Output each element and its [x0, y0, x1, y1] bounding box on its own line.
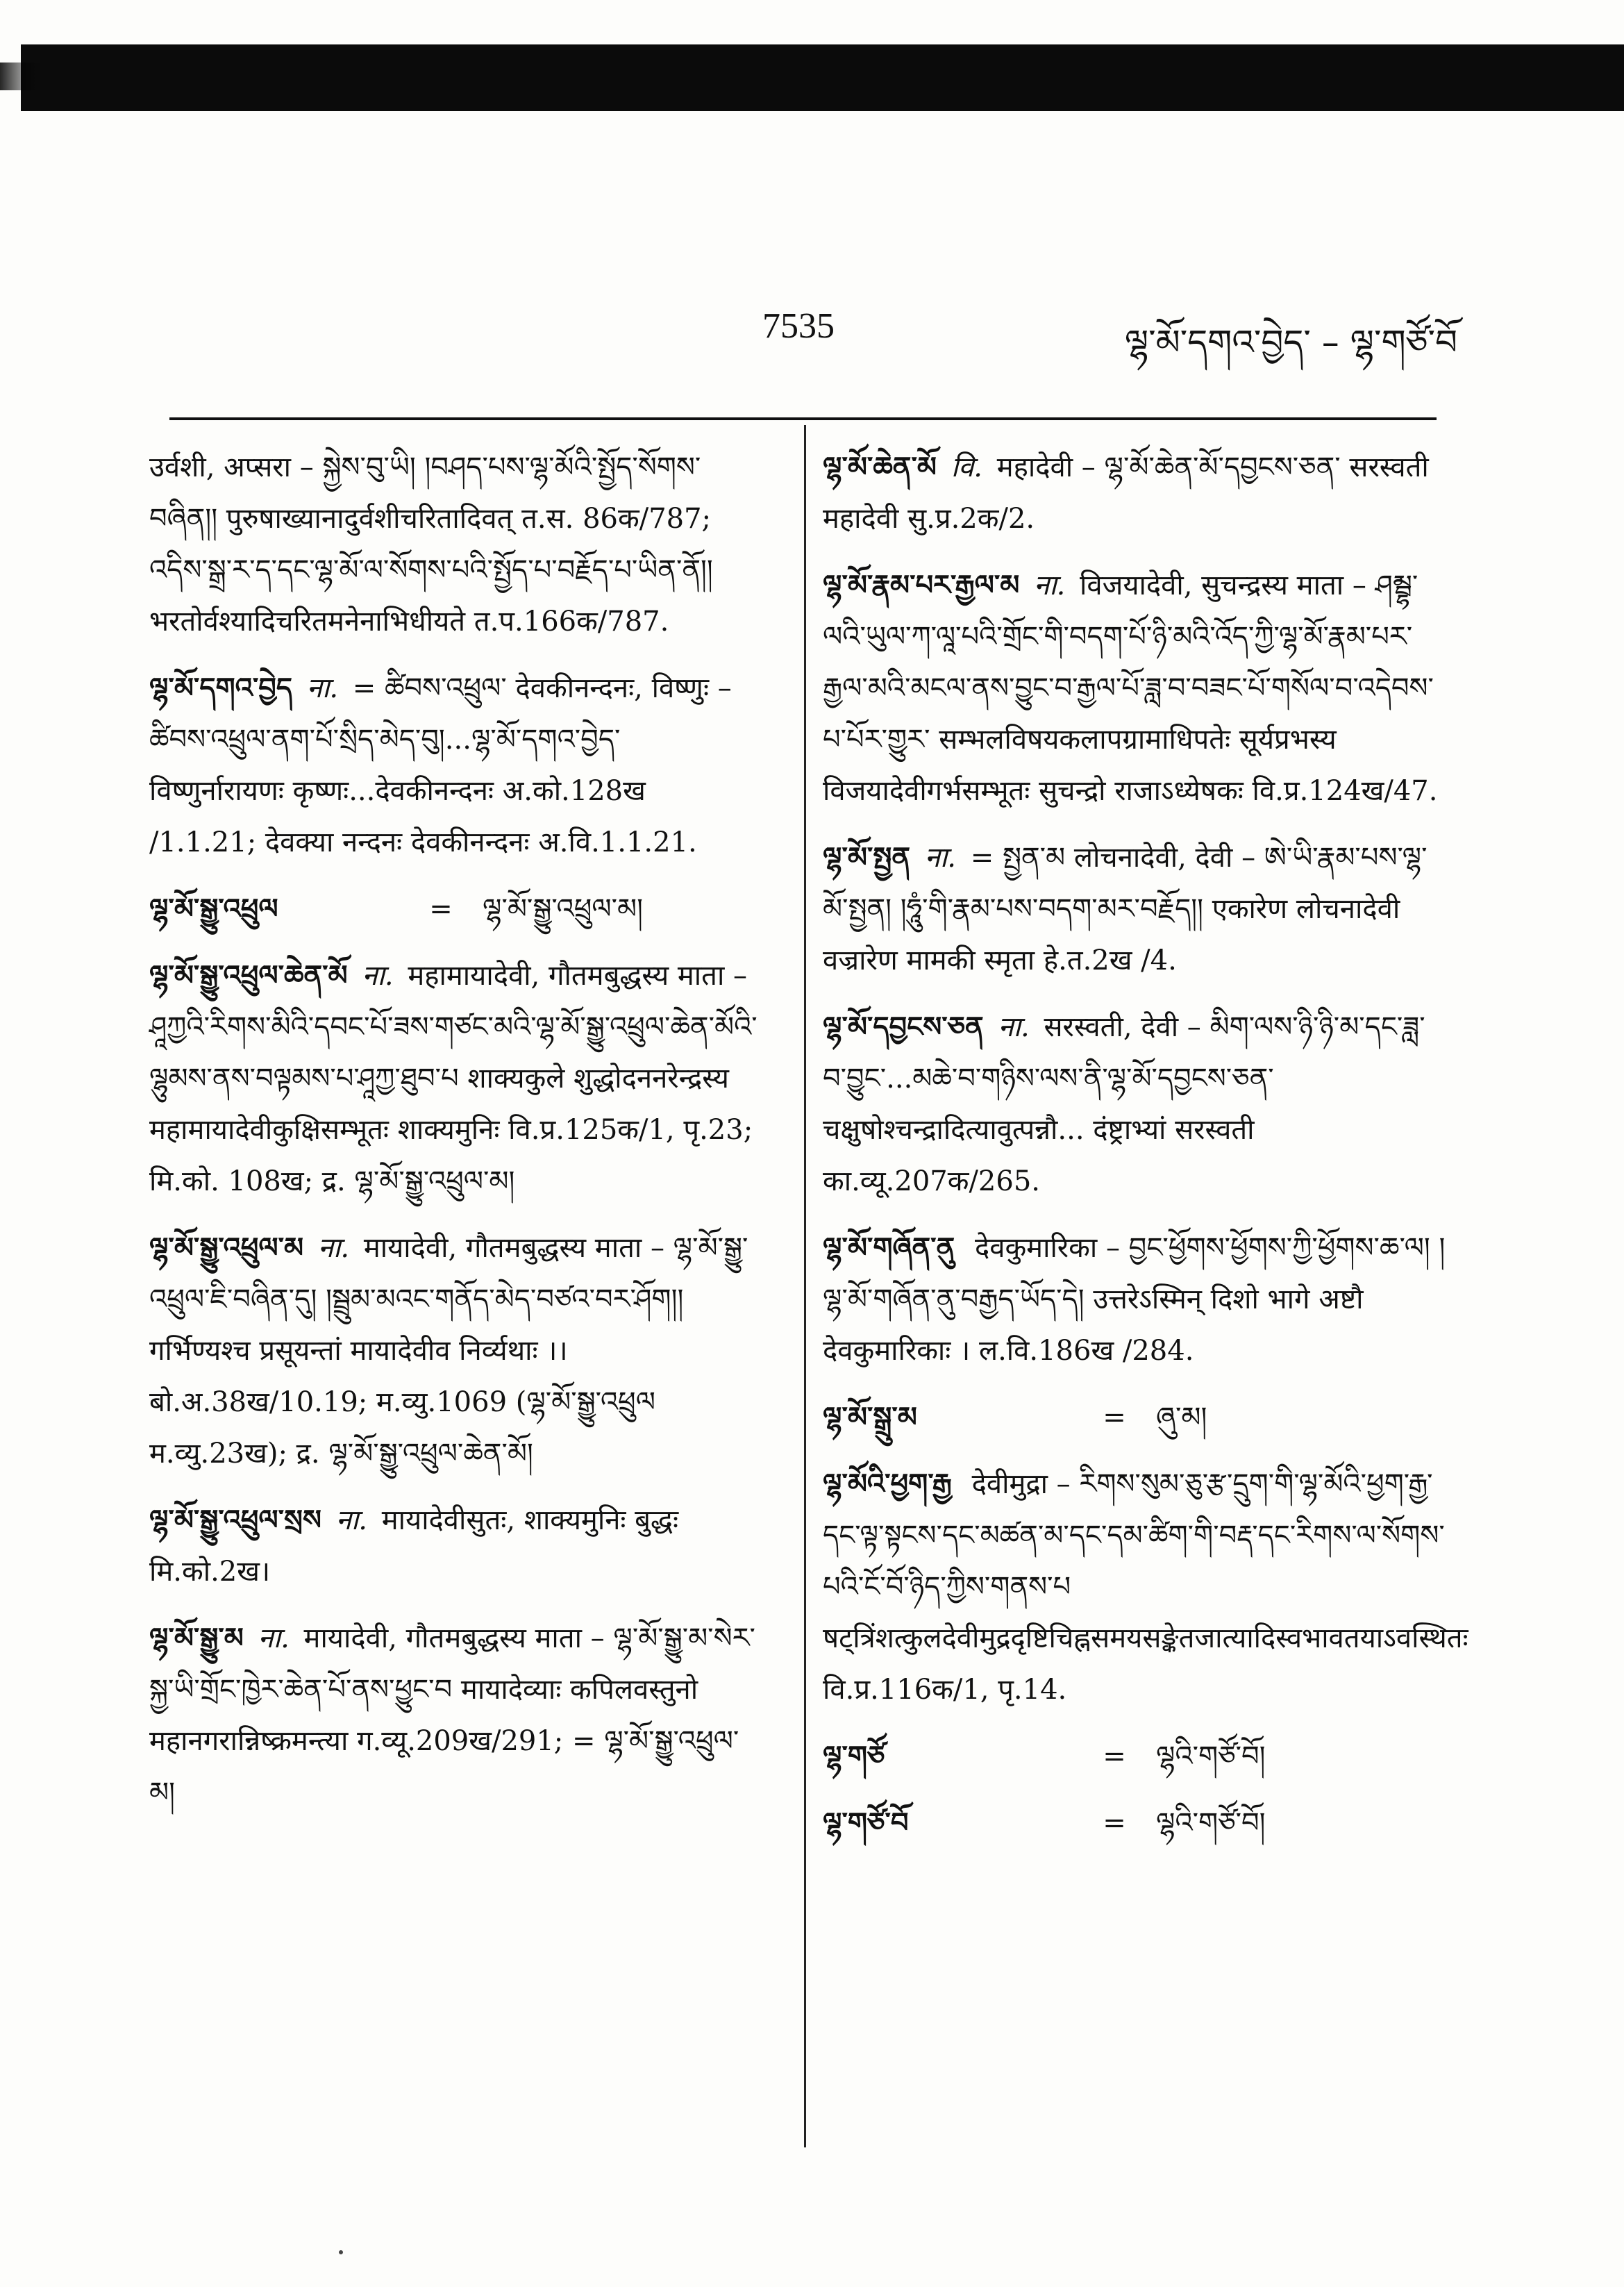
dictionary-entry	[823, 1222, 1448, 1377]
dictionary-entry	[823, 1458, 1468, 1715]
dictionary-entry	[823, 442, 1448, 544]
entry-text: विजयादेवी, सुचन्द्रस्य माता – ཤམྦྷ་ལའི་ཡུལ་ཀ་ལཱ་པའི་གྲོང་གི་བདག་པོ་ཉི་མའི་འོད་ཀྱི་ལྷ་མོ་རྣམ་པར་རྒྱལ་མའི་མངལ་ནས་བྱུང་བ་རྒྱལ་པོ་ཟླ་བ་བཟང་པོ་གསོལ་བ་འདེབས་པ་པོར་གྱུར་ सम्भलविषयकलापग्रामाधिपतेः सूर्यप्रभस्य विजयादेवीगर्भसम्भूतः सुचन्द्रो राजाऽध्येषकः वि.प्र.124ख/47.	[823, 569, 1438, 807]
grammar-label: ना.	[362, 960, 394, 992]
cross-reference-entry	[823, 1392, 1448, 1443]
grammar-label: ना.	[335, 1504, 367, 1536]
column-divider	[804, 425, 806, 2147]
dictionary-entry	[149, 442, 760, 647]
header-rule	[169, 417, 1437, 420]
entry-headword: ལྷ་མོ་སྒྱུ་འཕྲུལ	[149, 893, 278, 925]
entry-text: महामायादेवी, गौतमबुद्धस्य माता – ཤཱཀྱའི་རིགས་མིའི་དབང་པོ་ཟས་གཙང་མའི་ལྷ་མོ་སྒྱུ་འཕྲུལ་ཆེན་མོའི་ལྷུམས་ནས་བལྟམས་པ་ཤཱཀྱ་ཐུབ་པ शाक्यकुले शुद्धोदननरेन्द्रस्य महामायादेवीकुक्षिसम्भूतः शाक्यमुनिः वि.प्र.125क/1, पृ.23; मि.को. 108ख; द्र. ལྷ་མོ་སྒྱུ་འཕྲུལ་མ།	[149, 960, 757, 1197]
entry-headword: ལྷ་མོ་དགའ་བྱེད	[149, 672, 293, 704]
entry-text: मायादेवी, गौतमबुद्धस्य माता – ལྷ་མོ་སྒྱུ་འཕྲུལ་ཇི་བཞིན་དུ། །སྦྲུམ་མའང་གནོད་མེད་བཙའ་བར་ཤོག།། गर्भिण्यश्च प्रसूयन्तां मायादेवीव निर्व्यथाः ।। बो.अ.38ख/10.19; म.व्यु.1069 (ལྷ་མོ་སྒྱུ་འཕྲུལ म.व्यु.23ख); द्र. ལྷ་མོ་སྒྱུ་འཕྲུལ་ཆེན་མོ།	[149, 1232, 748, 1470]
xref-target: ལྷ་མོ་སྒྱུ་འཕྲུལ་མ།	[483, 893, 643, 925]
left-column	[149, 442, 760, 1833]
entry-headword: ལྷ་མོ་གཞོན་ནུ	[823, 1232, 955, 1264]
entry-text: मायादेवी, गौतमबुद्धस्य माता – ལྷ་མོ་སྒྱུ་མ་སེར་སྐྱ་ཡི་གྲོང་ཁྱེར་ཆེན་པོ་ནས་ཕྱུང་བ मायादेव्याः कपिलवस्तुनो महानगरान्निष्क्रमन्त्या ग.व्यू.209ख/291; = ལྷ་མོ་སྒྱུ་འཕྲུལ་མ།	[149, 1622, 755, 1808]
grammar-label: ना.	[306, 672, 339, 704]
grammar-label: ना.	[317, 1232, 350, 1264]
entry-headword: ལྷ་མོ་སྒྲུ་མ	[823, 1402, 917, 1433]
entry-headword: ལྷ་མོ་སྒྱུ་མ	[149, 1622, 244, 1654]
dictionary-entry	[149, 1222, 760, 1479]
equals-sign: =	[429, 893, 453, 925]
dictionary-entry	[149, 1495, 760, 1597]
dictionary-entry	[149, 1613, 760, 1818]
entry-headword: ལྷ་མོ་རྣམ་པར་རྒྱལ་མ	[823, 569, 1020, 601]
xref-target: ཞུ་མ།	[1156, 1402, 1207, 1433]
entry-text: महादेवी – ལྷ་མོ་ཆེན་མོ་དབྱངས་ཅན་ सरस्वती महादेवी सु.प्र.2क/2.	[823, 451, 1429, 535]
grammar-label: ना.	[1034, 569, 1066, 601]
grammar-label: ना.	[258, 1622, 290, 1654]
dictionary-entry	[149, 950, 760, 1207]
dictionary-entry	[823, 832, 1448, 986]
entry-headword: ལྷ་མོ་སྤྱན	[823, 842, 910, 874]
entry-headword: ལྷ་མོ་སྒྱུ་འཕྲུལ་ཆེན་མོ	[149, 960, 348, 992]
entry-headword: ལྷ་མོ་དབྱངས་ཅན	[823, 1011, 984, 1043]
scan-speck	[339, 2250, 343, 2254]
grammar-label: ना.	[998, 1011, 1030, 1043]
equals-sign: =	[1103, 1740, 1126, 1772]
entry-headword: ལྷ་གཙོ	[823, 1740, 885, 1772]
entry-headword: ལྷ་མོ་སྒྱུ་འཕྲུལ་སྲས	[149, 1504, 321, 1536]
entry-text: देवकुमारिका – བྱང་ཕྱོགས་ཕྱོགས་ཀྱི་ཕྱོགས་ཆ་ལ། །ལྷ་མོ་གཞོན་ནུ་བརྒྱད་ཡོད་དེ། उत्तरेऽस्मिन् दिशो भागे अष्टौ देवकुमारिकाः । ल.वि.186ख /284.	[823, 1232, 1446, 1367]
entry-headword: ལྷ་མོ་ཆེན་མོ	[823, 451, 937, 483]
entry-headword: ལྷ་མོ་སྒྱུ་འཕྲུལ་མ	[149, 1232, 304, 1264]
dictionary-entry	[823, 560, 1448, 817]
page-number: 7535	[762, 306, 835, 346]
entry-text: उर्वशी, अप्सरा – སྐྱེས་བུ་ཡི། །བཤད་པས་ལྷ་མོའི་སྤྱོད་སོགས་བཞིན།། पुरुषाख्यानादुर्वशीचरितादिवत् त.स. 86क/787; འདིས་སྒྲ་ར་ད་དང་ལྷ་མོ་ལ་སོགས་པའི་སྤྱོད་པ་བརྗོད་པ་ཡིན་ནོ།། भरतोर्वश्यादिचरितमनेनाभिधीयते त.प.166क/787.	[149, 451, 713, 638]
entry-text: = ཚིབས་འཕྲུལ་ देवकीनन्दनः, विष्णुः – ཚིབས་འཕྲུལ་ནག་པོ་སྲིད་མེད་བུ།...ལྷ་མོ་དགའ་བྱེད་ विष्णुर्नारायणः कृष्णः...देवकीनन्दनः अ.को.128ख /1.1.21; देवक्या नन्दनः देवकीनन्दनः अ.वि.1.1.21.	[149, 672, 732, 858]
scan-top-bar	[21, 44, 1624, 111]
entry-text: मायादेवीसुतः, शाक्यमुनिः बुद्धः मि.को.2ख।	[149, 1504, 679, 1588]
running-head: ལྷ་མོ་དགའ་བྱེད་ – ལྷ་གཙོ་བོ	[1124, 322, 1457, 363]
right-column	[823, 442, 1468, 1864]
cross-reference-entry	[823, 1731, 1448, 1782]
scan-edge-mark	[0, 63, 42, 90]
cross-reference-entry	[823, 1797, 1448, 1849]
entry-text: सरस्वती, देवी – མིག་ལས་ཉི་ཉི་མ་དང་ཟླ་བ་བྱུང་...མཆེ་བ་གཉིས་ལས་ནི་ལྷ་མོ་དབྱངས་ཅན་ चक्षुषोश्चन्द्रादित्यावुत्पन्नौ... दंष्ट्राभ्यां सरस्वती का.व्यू.207क/265.	[823, 1011, 1425, 1197]
entry-text: = སྤྱན་མ लोचनादेवी, देवी – ཨེ་ཡི་རྣམ་པས་ལྷ་མོ་སྤྱན། །ཧཱུཾ་གི་རྣམ་པས་བདག་མར་བརྗོད།། एकारेण लोचनादेवी वज्रारेण मामकी स्मृता हे.त.2ख /4.	[823, 842, 1428, 976]
entry-headword: ལྷ་མོའི་ཕྱག་རྒྱ	[823, 1468, 952, 1500]
cross-reference-entry	[149, 883, 760, 935]
grammar-label: ना.	[924, 842, 956, 874]
grammar-label: वि.	[951, 451, 983, 483]
entry-headword: ལྷ་གཙོ་བོ	[823, 1807, 909, 1839]
dictionary-entry	[149, 663, 760, 868]
dictionary-entry	[823, 1001, 1448, 1207]
equals-sign: =	[1103, 1807, 1126, 1839]
entry-text: देवीमुद्रा – རིགས་སུམ་ཅུ་རྩ་དྲུག་གི་ལྷ་མོའི་ཕྱག་རྒྱ་དང་ལྟ་སྟངས་དང་མཚན་མ་དང་དམ་ཚིག་གི་བརྡ་དང་རིགས་ལ་སོགས་པའི་ངོ་བོ་ཉིད་ཀྱིས་གནས་པ षट्त्रिंशत्कुलदेवीमुद्रदृष्टिचिह्नसमयसङ्केतजात्यादिस्वभावतयाऽवस्थितः वि.प्र.116क/1, पृ.14.	[823, 1468, 1468, 1706]
xref-target: ལྷའི་གཙོ་བོ།	[1156, 1807, 1266, 1839]
xref-target: ལྷའི་གཙོ་བོ།	[1156, 1740, 1266, 1772]
equals-sign: =	[1103, 1402, 1126, 1433]
